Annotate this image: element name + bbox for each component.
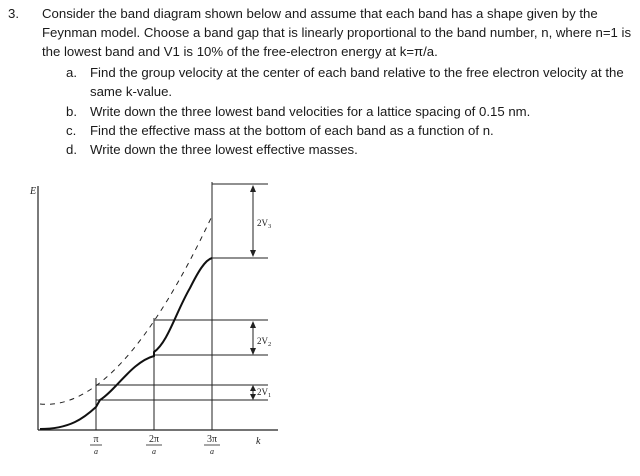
problem-number: 3. (8, 6, 19, 21)
part-d-letter: d. (66, 142, 77, 157)
svg-text:π: π (93, 434, 99, 445)
part-b-text: Write down the three lowest band velocities for a lattice spacing of 0.15 nm. (90, 104, 531, 119)
svg-text:a: a (210, 447, 214, 456)
gap-arrow-2 (250, 321, 256, 355)
tick-label-2pi-over-a (146, 434, 162, 456)
svg-text:a: a (152, 447, 156, 456)
problem-statement: Consider the band diagram shown below and assume that each band has a shape given by the Feynman model. Choose a band gap that is linearly proportional to the band number, n, where n=1 is the lowest band and V1 is 10% of the free-electron energy at k=π/a. (42, 6, 632, 59)
tick-label-3pi-over-a (204, 434, 220, 456)
part-a-text: Find the group velocity at the center of each band relative to the free electron velocity at the same k-value. (90, 65, 624, 99)
svg-text:3π: 3π (206, 434, 218, 445)
part-d-text: Write down the three lowest effective masses. (90, 142, 358, 157)
gap-label-1: $2V_1$ (257, 387, 272, 399)
svg-text:a: a (94, 447, 98, 456)
tick-label-pi-over-a (90, 434, 102, 456)
part-a-letter: a. (66, 65, 77, 80)
part-c-letter: c. (66, 123, 77, 138)
gap-arrow-3 (250, 185, 256, 257)
band-diagram (0, 172, 640, 476)
k-axis-label: k (256, 436, 261, 447)
part-b-letter: b. (66, 104, 77, 119)
gap-label-3: $2V_3$ (257, 218, 272, 230)
gap-label-2: $2V_2$ (257, 336, 272, 348)
energy-axis-label: E (30, 186, 37, 197)
part-c-text: Find the effective mass at the bottom of each band as a function of n. (90, 123, 494, 138)
gap-arrow-1 (250, 385, 256, 400)
band-curve (40, 258, 212, 429)
svg-text:2π: 2π (148, 434, 160, 445)
